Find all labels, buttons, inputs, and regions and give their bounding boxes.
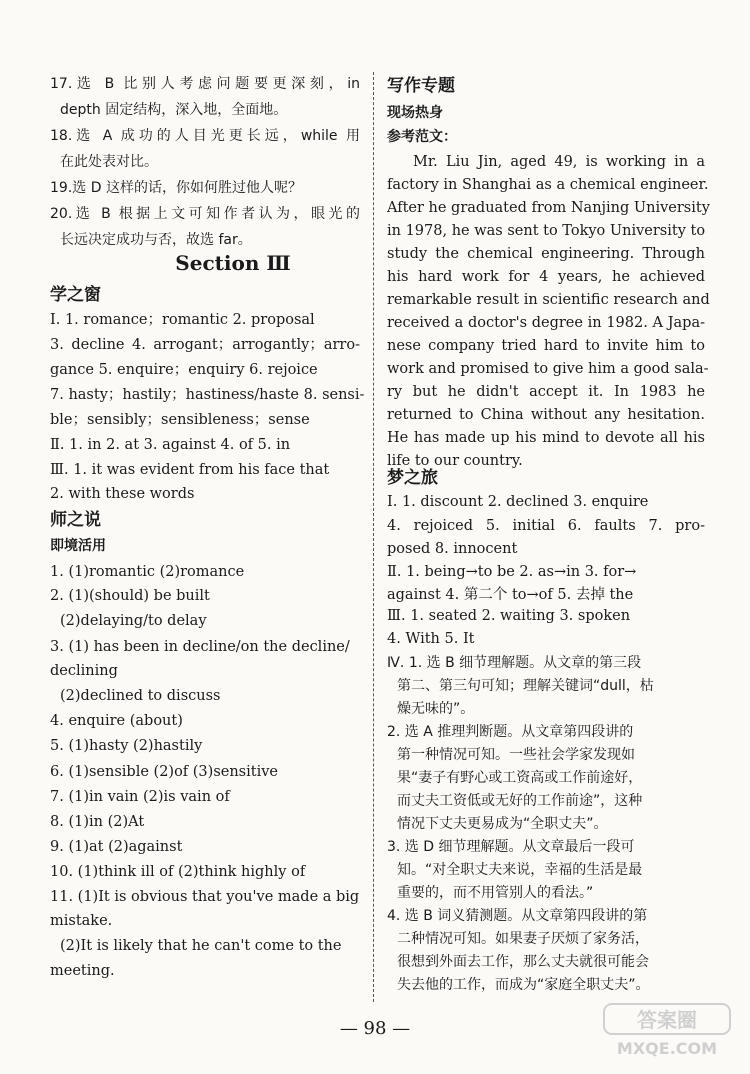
exercise-line: 5. (1)hasty (2)hastily [50, 738, 203, 754]
exercise-line: 7. hasty；hastily；hastiness/haste 8. sensi- [50, 387, 365, 403]
exercise-line: Ⅰ. 1. romance；romantic 2. proposal [50, 312, 315, 328]
essay-line: nese company tried hard to invite him to [387, 338, 705, 354]
warmup-heading: 现场热身 [387, 105, 443, 121]
exercise-line: gance 5. enquire；enquiry 6. rejoice [50, 362, 318, 378]
exercise-line: posed 8. innocent [387, 541, 518, 557]
answer-line: 19.选 D 这样的话，你如何胜过他人呢？ [50, 180, 302, 196]
exercise-line: ble；sensibly；sensibleness；sense [50, 412, 310, 428]
reading-line: 3. 选 D 细节理解题。从文章最后一段可 [387, 839, 635, 855]
xuezhichuang-heading: 学之窗 [50, 285, 101, 305]
reading-line: 第一种情况可知。一些社会学家发现如 [397, 747, 635, 763]
essay-line: received a doctor's degree in 1982. A Japa- [387, 315, 705, 331]
exercise-line: 10. (1)think ill of (2)think highly of [50, 864, 306, 880]
exercise-line: (2)delaying/to delay [60, 613, 207, 629]
exercise-line: Ⅰ. 1. discount 2. declined 3. enquire [387, 494, 649, 510]
column-divider [373, 72, 374, 1002]
watermark-logo [602, 1000, 732, 1060]
exercise-line: 4. With 5. It [387, 631, 475, 647]
essay-line: in 1978, he was sent to Tokyo University to [387, 223, 706, 239]
exercise-line: 4. rejoiced 5. initial 6. faults 7. pro- [387, 518, 705, 534]
shizhishuo-subheading: 即境活用 [50, 538, 106, 554]
essay-line: life to our country. [387, 453, 523, 469]
answer-line: 18.选 A 成功的人目光更长远，while 用 [50, 128, 360, 144]
essay-line: his hard work for 4 years, he achieved [387, 269, 705, 285]
exercise-line: 2. with these words [50, 486, 195, 502]
exercise-line: Ⅱ. 1. in 2. at 3. against 4. of 5. in [50, 437, 291, 453]
exercise-line: 3. decline 4. arrogant；arrogantly；arro- [50, 337, 360, 353]
reading-line: 第二、第三句可知；理解关键词“dull，枯 [397, 678, 654, 694]
answer-line: 17.选 B 比别人考虑问题要更深刻，in [50, 76, 360, 92]
exercise-line: 8. (1)in (2)At [50, 814, 145, 830]
exercise-line: against 4. 第二个 to→of 5. 去掉 the [387, 587, 634, 603]
writing-heading: 写作专题 [387, 76, 455, 96]
essay-line: factory in Shanghai as a chemical engineer. [387, 177, 709, 193]
exercise-line: declining [50, 663, 118, 679]
exercise-line: (2)It is likely that he can't come to the [60, 938, 342, 954]
answer-line: 20.选 B 根据上文可知作者认为，眼光的 [50, 206, 360, 222]
essay-line: Mr. Liu Jin, aged 49, is working in a [413, 154, 705, 170]
exercise-line: meeting. [50, 963, 115, 979]
svg-text:MXQE.COM: MXQE.COM [616, 1039, 718, 1058]
essay-line: After he graduated from Nanjing University [387, 200, 710, 216]
exercise-line: mistake. [50, 913, 113, 929]
section-title: Section Ⅲ [175, 251, 291, 275]
answer-line: 在此处表对比。 [60, 154, 158, 170]
essay-line: remarkable result in scientific research and [387, 292, 710, 308]
exercise-line: Ⅲ. 1. seated 2. waiting 3. spoken [387, 608, 631, 624]
essay-line: study the chemical engineering. Through [387, 246, 705, 262]
reading-line: 情况下丈夫更易成为“全职丈夫”。 [397, 816, 608, 832]
reading-line: 二种情况可知。如果妻子厌烦了家务活， [397, 931, 649, 947]
exercise-line: 2. (1)(should) be built [50, 588, 210, 604]
mengzhilv-heading: 梦之旅 [387, 468, 438, 488]
answer-line: 长远决定成功与否，故选 far。 [60, 232, 252, 248]
svg-text:答案圈: 答案圈 [637, 1008, 697, 1032]
reading-line: 燥无味的”。 [397, 701, 475, 717]
exercise-line: 3. (1) has been in decline/on the decline/ [50, 639, 350, 655]
page-number: — 98 — [339, 1018, 411, 1039]
exercise-line: 7. (1)in vain (2)is vain of [50, 789, 230, 805]
exercise-line: 6. (1)sensible (2)of (3)sensitive [50, 764, 278, 780]
reading-line: 而丈夫工资低或无好的工作前途”，这种 [397, 793, 643, 809]
exercise-line: Ⅱ. 1. being→to be 2. as→in 3. for→ [387, 564, 637, 580]
reading-line: 2. 选 A 推理判断题。从文章第四段讲的 [387, 724, 634, 740]
exercise-line: 9. (1)at (2)against [50, 839, 183, 855]
answer-line: depth 固定结构，深入地，全面地。 [60, 102, 288, 118]
essay-line: He has made up his mind to devote all his [387, 430, 705, 446]
reading-line: 很想到外面去工作，那么丈夫就很可能会 [397, 954, 649, 970]
exercise-line: 1. (1)romantic (2)romance [50, 564, 245, 580]
shizhishuo-heading: 师之说 [50, 510, 101, 530]
reading-line: 知。“对全职丈夫来说，幸福的生活是最 [397, 862, 643, 878]
exercise-line: 11. (1)It is obvious that you've made a big [50, 889, 360, 905]
reading-line: Ⅳ. 1. 选 B 细节理解题。从文章的第三段 [387, 655, 642, 671]
essay-line: work and promised to give him a good sala- [387, 361, 709, 377]
reading-line: 果“妻子有野心或工资高或工作前途好， [397, 770, 643, 786]
reading-line: 4. 选 B 词义猜测题。从文章第四段讲的第 [387, 908, 648, 924]
exercise-line: 4. enquire (about) [50, 713, 183, 729]
essay-line: returned to China without any hesitation. [387, 407, 705, 423]
reading-line: 失去他的工作，而成为“家庭全职丈夫”。 [397, 977, 650, 993]
reading-line: 重要的，而不用管别人的看法。” [397, 885, 594, 901]
sample-label: 参考范文： [387, 129, 457, 145]
exercise-line: (2)declined to discuss [60, 688, 221, 704]
exercise-line: Ⅲ. 1. it was evident from his face that [50, 462, 330, 478]
essay-line: ry but he didn't accept it. In 1983 he [387, 384, 705, 400]
